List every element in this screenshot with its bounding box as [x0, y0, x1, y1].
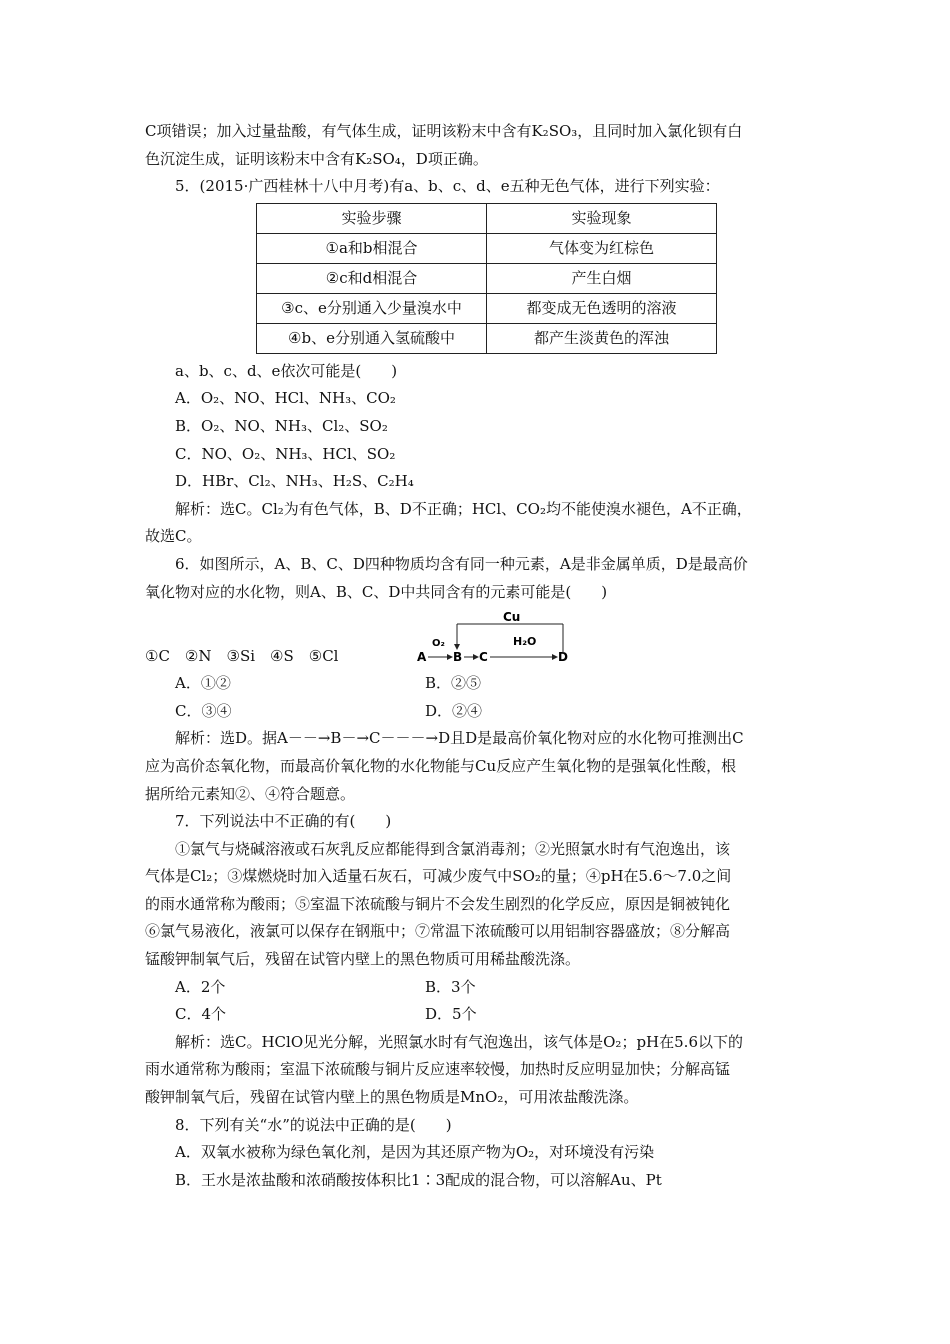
- table-row: [257, 263, 717, 293]
- q5-analysis: 故选C。: [145, 527, 202, 546]
- q7-options-row: [145, 974, 805, 1002]
- q7-option-c: C．4个: [175, 1005, 227, 1024]
- intro-line: C项错误；加入过量盐酸，有气体生成，证明该粉末中含有K₂SO₃，且同时加入氯化钡有白: [145, 122, 743, 140]
- q7-analysis: 雨水通常称为酸雨；室温下浓硫酸与铜片反应速率较慢，加热时反应明显加快；分解高锰: [145, 1060, 731, 1079]
- q6-stem: 6．如图所示，A、B、C、D四种物质均含有同一种元素，A是非金属单质，D是最高价: [175, 554, 748, 573]
- q5-option-b: B．O₂、NO、NH₃、Cl₂、SO₂: [175, 416, 388, 435]
- q5-question: a、b、c、d、e依次可能是( ): [175, 361, 398, 380]
- q7-body: 锰酸钾制氧气后，残留在试管内壁上的黑色物质可用稀盐酸洗涤。: [145, 950, 581, 969]
- q8-option-b: B．王水是浓盐酸和浓硝酸按体积比1∶3配成的混合物，可以溶解Au、Pt: [175, 1170, 662, 1189]
- q6-option-c: C．③④: [175, 701, 232, 720]
- table-header-row: [257, 203, 717, 233]
- q7-body: ①氯气与烧碱溶液或石灰乳反应都能得到含氯消毒剂；②光照氯水时有气泡逸出，该: [175, 839, 731, 858]
- q7-option-d: D．5个: [425, 1005, 477, 1024]
- q7-body: 气体是Cl₂；③煤燃烧时加入适量石灰石，可减少废气中SO₂的量；④pH在5.6～7.0之间: [145, 867, 732, 886]
- h2o-label: H₂O: [513, 635, 537, 649]
- q7-body: ⑥氯气易液化，液氯可以保存在钢瓶中；⑦常温下浓硫酸可以用铝制容器盛放；⑧分解高: [145, 922, 731, 941]
- q7-options-row: [145, 1001, 805, 1029]
- table-cell: ④b、e分别通入氢硫酸中: [257, 323, 487, 353]
- q8-stem: 8．下列有关“水”的说法中正确的是( ): [175, 1115, 452, 1134]
- q6-option-d: D．②④: [425, 701, 483, 720]
- q6-analysis: 解析：选D。据A－－→B－→C－－－→D且D是最高价氧化物对应的水化物可推测出C: [175, 729, 744, 748]
- q7-stem: 7．下列说法中不正确的有( ): [175, 812, 392, 831]
- q7-body: 的雨水通常称为酸雨；⑤室温下浓硫酸与铜片不会发生剧烈的化学反应，原因是铜被钝化: [145, 894, 731, 913]
- table-row: [257, 233, 717, 263]
- q7-option-a: A．2个: [175, 977, 226, 996]
- q6-analysis: 据所给元素知②、④符合题意。: [145, 784, 356, 803]
- node-a: A: [417, 650, 427, 665]
- q6-elements: ①C ②N ③Si ④S ⑤Cl: [145, 646, 339, 665]
- q5-option-d: D．HBr、Cl₂、NH₃、H₂S、C₂H₄: [175, 472, 414, 491]
- reaction-scheme: [415, 606, 595, 670]
- table-header: 实验步骤: [257, 203, 487, 233]
- table-row: [257, 293, 717, 323]
- q7-analysis: 解析：选C。HClO见光分解，光照氯水时有气泡逸出，该气体是O₂；pH在5.6以下的: [175, 1032, 743, 1051]
- document-page: [145, 118, 805, 1194]
- node-c: C: [479, 650, 488, 665]
- q6-options-row: [145, 698, 805, 726]
- reaction-diagram: [145, 606, 805, 670]
- q6-analysis: 应为高价态氧化物，而最高价氧化物的水化物能与Cu反应产生氧化物的是强氧化性酸，根: [145, 756, 737, 775]
- o2-label: O₂: [432, 638, 445, 650]
- q5-option-c: C．NO、O₂、NH₃、HCl、SO₂: [175, 444, 396, 463]
- table-cell: 都变成无色透明的溶液: [487, 293, 717, 323]
- q7-option-b: B．3个: [425, 977, 476, 996]
- intro-line: 色沉淀生成，证明该粉末中含有K₂SO₄，D项正确。: [145, 149, 488, 168]
- q7-analysis: 酸钾制氧气后，残留在试管内壁上的黑色物质是MnO₂，可用浓盐酸洗涤。: [145, 1088, 639, 1107]
- table-cell: ③c、e分别通入少量溴水中: [257, 293, 487, 323]
- cu-label: Cu: [503, 610, 521, 625]
- node-d: D: [558, 650, 568, 665]
- q5-analysis: 解析：选C。Cl₂为有色气体，B、D不正确；HCl、CO₂均不能使溴水褪色，A不正确，: [175, 499, 752, 518]
- table-cell: 产生白烟: [487, 263, 717, 293]
- q6-options-row: [145, 670, 805, 698]
- table-cell: ②c和d相混合: [257, 263, 487, 293]
- table-header: 实验现象: [487, 203, 717, 233]
- table-cell: ①a和b相混合: [257, 233, 487, 263]
- q8-option-a: A．双氧水被称为绿色氧化剂，是因为其还原产物为O₂，对环境没有污染: [175, 1143, 655, 1162]
- experiment-table: [256, 203, 717, 354]
- q6-option-a: A．①②: [175, 674, 231, 693]
- q5-stem: 5．(2015·广西桂林十八中月考)有a、b、c、d、e五种无色气体，进行下列实验：: [175, 177, 720, 196]
- q6-option-b: B．②⑤: [425, 674, 482, 693]
- node-b: B: [453, 650, 463, 665]
- table-cell: 都产生淡黄色的浑浊: [487, 323, 717, 353]
- q6-stem: 氧化物对应的水化物，则A、B、C、D中共同含有的元素可能是( ): [145, 582, 608, 601]
- q5-option-a: A．O₂、NO、HCl、NH₃、CO₂: [175, 389, 396, 408]
- table-row: [257, 323, 717, 353]
- table-cell: 气体变为红棕色: [487, 233, 717, 263]
